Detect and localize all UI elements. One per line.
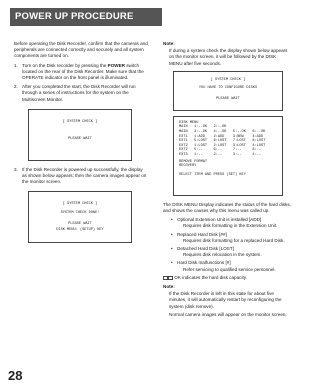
screen-line: DISK MENU: (SETUP) KEY: [56, 228, 104, 233]
disk-menu-row: RECOVERY: [179, 164, 197, 169]
configure-disks-screen: [173, 71, 283, 111]
cause-item: [171, 232, 291, 244]
intro-paragraph: Before operating the Disk Recorder, confirm that the cameras and peripherals are connected correctly and securely and all system components are turned on.: [14, 41, 148, 59]
disk-menu-row: DISK MENU: [179, 120, 199, 125]
step-1-text: [22, 63, 148, 82]
bullet-icon: •: [171, 231, 173, 237]
step-2: [14, 84, 148, 103]
cause-item: [171, 217, 291, 229]
system-check-done-screen: [28, 191, 132, 243]
note-2-label: Note:: [163, 284, 175, 290]
disk-menu-screen: [173, 116, 283, 196]
step-2-text: After you completed the start, the Disk Recorder will run through a series of instructions for the system on the Multiscreen Monitor.: [22, 84, 136, 102]
right-column: [163, 41, 291, 318]
disk-menu-row: EXT2 5:-- 6:-- 7:-- 8:--: [179, 148, 261, 153]
screen-line: PLEASE WAIT: [68, 221, 92, 226]
step-1-post: switch located on the rear of the Disk Recorder. Make sure that the OPERATE indicator on the front panel is illuminated.: [22, 62, 144, 81]
disk-menu-row: EXT2 1:LOST 2:LOST 3:LOST 4:LOST: [179, 143, 266, 148]
step-1: [14, 63, 148, 82]
section-title: POWER UP PROCEDURE: [10, 8, 162, 26]
screen-line: [ SYSTEM CHECK ]: [62, 202, 98, 207]
step-3: [14, 167, 148, 186]
disk-menu-row: EXT3 1:-- 2:-- 3:-- 4:--: [179, 152, 261, 157]
screen-line: [ SYSTEM CHECK ]: [210, 77, 246, 82]
bullet-icon: •: [171, 246, 173, 252]
step-number: 3.: [14, 166, 18, 172]
cause-item: [171, 246, 291, 258]
disk-menu-row: REMOVE FORMAT: [179, 159, 208, 164]
step-3-text: If the Disk Recorder is powered up successfully, the display as shown below appears; then the camera images appear on the monitor screen.: [22, 166, 147, 185]
disk-menu-description: The DISK MENU Display indicates the status of the hard disks, and shows the causes why this menu was called up.: [163, 201, 291, 214]
disk-menu-row: SELECT ITEM AND PRESS (SET) KEY: [179, 172, 246, 177]
cause-heading: Optional Extension Unit is installed [ADD]: [177, 217, 262, 223]
screen-line: PLEASE WAIT: [68, 137, 92, 142]
disk-menu-row: MAIN 3:--OK 4:--OK 5:--OK 6:--OK: [179, 130, 266, 134]
cause-detail: Refer servicing to qualified service personnel.: [183, 266, 276, 272]
screen-line: SYSTEM CHECK DONE!: [60, 211, 100, 216]
cause-list: [171, 217, 291, 273]
cause-detail: Requires disk formatting for a replaced Hard Disk.: [183, 237, 285, 243]
note-label: Note:: [163, 41, 175, 46]
step-1-pre: Turn on the Disk recorder by pressing the: [22, 62, 108, 68]
disk-menu-row: MAIN 1:--OK 2:--OK: [179, 125, 227, 130]
step-number: 2.: [14, 84, 18, 90]
ok-box-icon: [168, 276, 173, 280]
note-2-text: If the Disk Recorder is left in this state for about five minutes, it will automatically restart by reconfiguring the system (disk remove).: [169, 291, 282, 309]
system-check-screen: [28, 109, 132, 161]
cause-heading: Replaced Hard Disk [##]: [177, 231, 227, 237]
disk-menu-row: EXT1 5:LOST 6:LOST 7:LOST 8:LOST: [179, 139, 266, 144]
bullet-icon: •: [171, 260, 173, 266]
bullet-icon: •: [171, 217, 173, 223]
note-2-text-2: Normal camera images will appear on the monitor screen.: [169, 311, 287, 317]
screen-line: PLEASE WAIT: [216, 97, 240, 101]
cause-detail: Requires disk formatting in the Extension Unit.: [183, 223, 278, 229]
left-column: [14, 41, 148, 243]
cause-item: [171, 260, 291, 272]
screen-line: [ SYSTEM CHECK ]: [62, 119, 98, 124]
screen-line: YOU HAVE TO CONFIGURE DISKS: [198, 86, 258, 91]
ok-legend: [163, 275, 291, 281]
page-number: 28: [8, 368, 23, 383]
ok-legend-text: OK indicates the hard disk capacity.: [174, 274, 247, 280]
step-number: 1.: [14, 62, 18, 68]
power-keyword: POWER: [107, 62, 125, 68]
note-text: If during a system check the display shown below appears on the monitor screen, it will be followed by the DISK MENU after five seconds.: [169, 48, 288, 66]
cause-heading: Hard Disk malfunctions [#]: [177, 260, 231, 266]
cause-detail: Requires disk relocation in the system.: [183, 252, 262, 258]
cause-heading: Detached Hard Disk [LOST]: [177, 246, 234, 252]
disk-menu-row: EXT1 1:ADD 2:ADD 3:NEW 4:ADD: [179, 134, 264, 139]
